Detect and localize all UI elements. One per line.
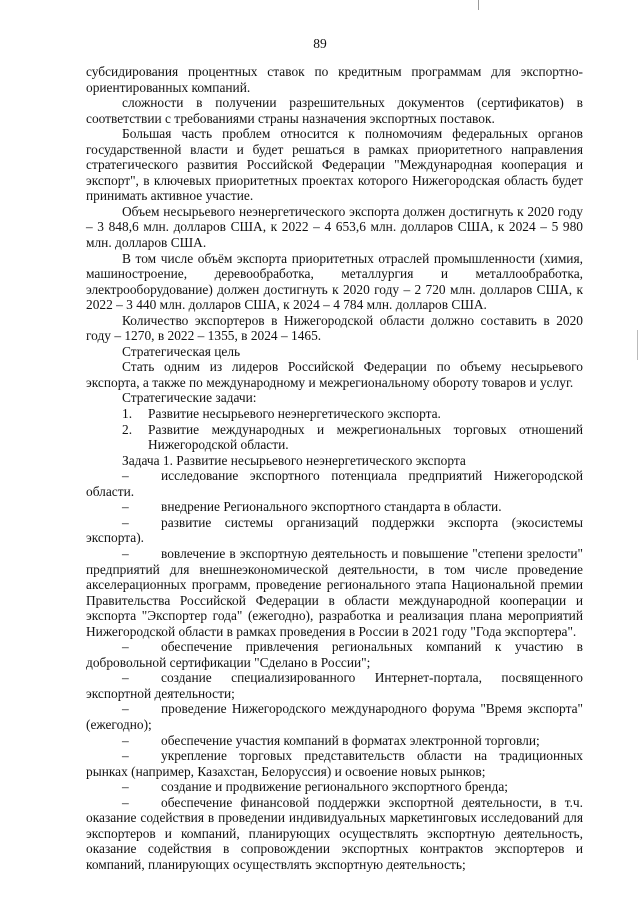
paragraph: Большая часть проблем относится к полномочиям федеральных органов государственной власти и будет решаться в рамках приоритетного направления стратегического развития Российской Федерации "Международная кооперация и экспорт", в ключевых приоритетных проектах которого Нижегородская область будет принимать активное участие.: [86, 126, 583, 204]
bullet-text: создание и продвижение регионального экспортного бренда;: [161, 779, 509, 795]
bullet-item: [86, 515, 583, 546]
dash-marker: –: [122, 670, 129, 686]
item-text: Развитие несырьевого неэнергетического экспорта.: [148, 406, 441, 422]
item-number: 2.: [122, 421, 133, 437]
paragraph: Стратегические задачи:: [122, 390, 257, 406]
dash-marker: –: [122, 701, 129, 717]
page-number: 89: [313, 36, 327, 51]
bullet-item: [86, 546, 583, 639]
bullet-text: создание специализированного Интернет-портала, посвященного экспортной деятельности;: [86, 670, 583, 701]
scan-artifact: [478, 0, 479, 10]
dash-marker: –: [122, 499, 129, 515]
bullet-text: внедрение Регионального экспортного стандарта в области.: [161, 499, 502, 515]
bullet-item: [86, 795, 583, 873]
bullet-text: развитие системы организаций поддержки экспорта (экосистемы экспорта).: [86, 514, 583, 546]
dash-marker: –: [122, 545, 129, 561]
bullet-text: исследование экспортного потенциала предприятий Нижегородской области.: [86, 468, 583, 499]
paragraph: Количество экспортеров в Нижегородской области должно составить в 2020 году – 1270, в 2022 – 1355, в 2024 – 1465.: [86, 312, 583, 344]
scan-artifact: [637, 330, 638, 360]
item-text: Развитие международных и межрегиональных торговых отношений Нижегородской области.: [148, 421, 583, 453]
bullet-item: [86, 499, 583, 515]
paragraph: В том числе объём экспорта приоритетных отраслей промышленности (химия, машиностроение, деревообработка, металлургия и металлообработка, электрооборудование) должен достигнуть к 2020 году – 2 720 млн. долларов США, к 2022 – 3 440 млн. долларов США, к 2024 – 4 784 млн. долларов США.: [86, 250, 583, 313]
bullet-item: [86, 733, 583, 749]
paragraph: Задача 1. Развитие несырьевого неэнергетического экспорта: [122, 452, 466, 468]
item-number: 1.: [122, 406, 133, 422]
paragraph: Стать одним из лидеров Российской Федерации по объему несырьевого экспорта, а также по международному и межрегиональному обороту товаров и услуг.: [86, 359, 583, 390]
dash-marker: –: [122, 468, 129, 484]
bullet-item: [86, 701, 583, 732]
bullet-item: [86, 748, 583, 779]
dash-marker: –: [122, 779, 129, 795]
dash-marker: –: [122, 514, 129, 530]
paragraph: Стратегическая цель: [122, 343, 241, 359]
bullet-text: обеспечение привлечения региональных компаний к участию в добровольной сертификации "Сделано в России";: [86, 639, 583, 670]
dash-marker: –: [122, 732, 129, 748]
paragraph: субсидирования процентных ставок по кредитным программам для экспортно-ориентированных компаний.: [86, 64, 583, 95]
dash-marker: –: [122, 794, 129, 810]
paragraph: сложности в получении разрешительных документов (сертификатов) в соответствии с требованиями страны назначения экспортных поставок.: [86, 95, 583, 126]
document-body: [86, 64, 583, 872]
bullet-text: обеспечение участия компаний в форматах электронной торговли;: [161, 732, 540, 748]
bullet-item: [86, 670, 583, 701]
bullet-text: укрепление торговых представительств области на традиционных рынках (например, Казахстан, Белоруссия) и освоение новых рынков;: [86, 748, 583, 779]
numbered-item: [86, 406, 583, 422]
bullet-text: вовлечение в экспортную деятельность и повышение "степени зрелости" предприятий для внешнеэкономической деятельности, в том числе проведение акселерационных программ, проведение регионального этапа Национальной премии Правительства Российской Федерации в области международной кооперации и экспорта "Экспортер года" (ежегодно), разработка и реализация плана мероприятий Нижегородской области в рамках проведения в России в 2021 году "Года экспортера".: [86, 545, 583, 639]
dash-marker: –: [122, 748, 129, 764]
bullet-item: [86, 468, 583, 499]
bullet-item: [86, 639, 583, 670]
bullet-item: [86, 779, 583, 795]
numbered-item: [86, 422, 583, 453]
bullet-text: обеспечение финансовой поддержки экспортной деятельности, в т.ч. оказание содействия в проведении индивидуальных маркетинговых исследований для экспортеров и компаний, планирующих осуществлять экспортную деятельность, оказание содействия в сопровождении экспортных контрактов экспортеров и компаний, планирующих осуществлять экспортную деятельность;: [86, 794, 583, 872]
bullet-text: проведение Нижегородского международного форума "Время экспорта" (ежегодно);: [86, 701, 583, 732]
paragraph: Объем несырьевого неэнергетического экспорта должен достигнуть к 2020 году – 3 848,6 млн. долларов США, к 2022 – 4 653,6 млн. долларов США, к 2024 – 5 980 млн. долларов США.: [86, 203, 583, 251]
dash-marker: –: [122, 639, 129, 655]
